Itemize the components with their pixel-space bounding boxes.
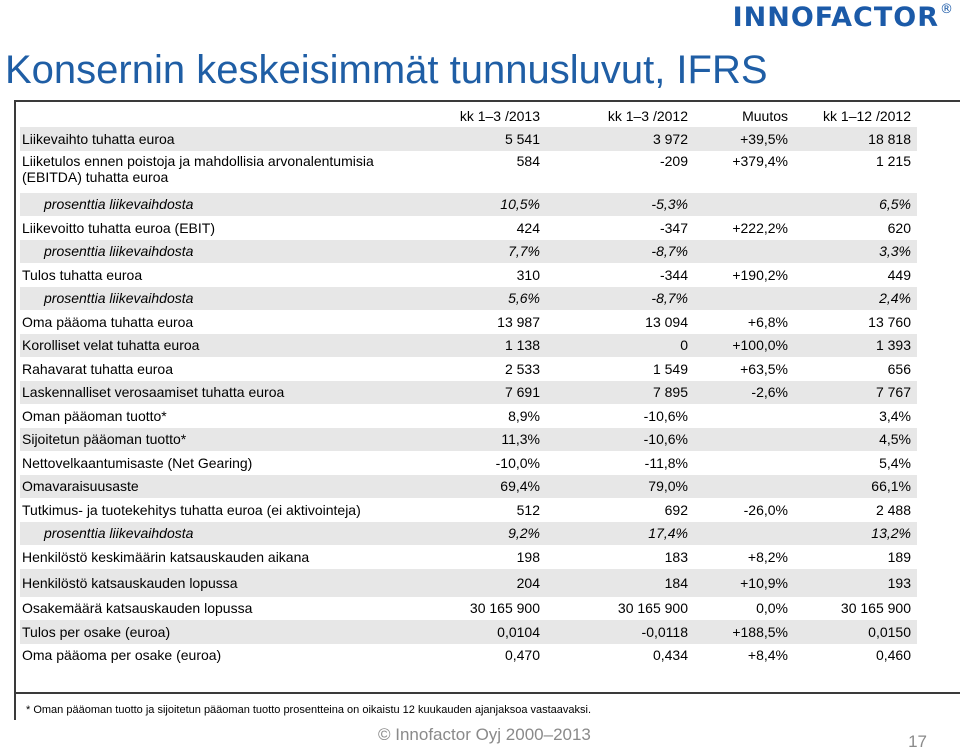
- cell-q1-2012: -0,0118: [546, 620, 694, 644]
- cell-fy-2012: 3,3%: [794, 240, 917, 264]
- cell-q1-2013: 69,4%: [414, 475, 546, 499]
- table-row: [20, 620, 917, 644]
- page-number: 17: [908, 732, 927, 749]
- table-row: [20, 287, 917, 311]
- row-label: Tulos tuhatta euroa: [22, 266, 143, 283]
- cell-q1-2013: 424: [516, 219, 540, 236]
- cell-change: [694, 451, 794, 475]
- cell-q1-2012: 7 895: [546, 381, 694, 405]
- cell-fy-2012: 4,5%: [794, 428, 917, 452]
- table-header-row: [20, 104, 917, 127]
- cell-fy-2012: 620: [887, 219, 911, 236]
- row-label: Rahavarat tuhatta euroa: [22, 360, 173, 377]
- header-change: Muutos: [742, 108, 788, 124]
- cell-change: +8,2%: [747, 548, 788, 565]
- cell-fy-2012: 193: [794, 569, 917, 597]
- cell-q1-2012: 30 165 900: [617, 600, 688, 617]
- cell-fy-2012: 449: [887, 266, 911, 283]
- cell-change: 0,0%: [756, 600, 788, 617]
- table-row: [20, 263, 917, 287]
- row-label: Omavaraisuusaste: [20, 475, 414, 499]
- cell-q1-2013: 30 165 900: [469, 600, 540, 617]
- table-row: [20, 644, 917, 668]
- cell-q1-2012: 184: [546, 569, 694, 597]
- row-label: prosenttia liikevaihdosta: [20, 240, 414, 264]
- cell-change: +100,0%: [694, 334, 794, 358]
- row-label: prosenttia liikevaihdosta: [20, 522, 414, 546]
- row-label: Henkilöstö katsauskauden lopussa: [20, 569, 414, 597]
- cell-fy-2012: 2,4%: [794, 287, 917, 311]
- cell-q1-2013: 7 691: [414, 381, 546, 405]
- row-label: Nettovelkaantumisaste (Net Gearing): [22, 454, 253, 471]
- cell-q1-2012: -5,3%: [546, 193, 694, 217]
- table-row: [20, 451, 917, 475]
- cell-q1-2012: -209: [659, 152, 688, 169]
- cell-q1-2013: 198: [516, 548, 540, 565]
- cell-q1-2013: 512: [516, 501, 540, 518]
- cell-change: +8,4%: [747, 647, 788, 664]
- cell-fy-2012: 7 767: [794, 381, 917, 405]
- cell-q1-2012: 0,434: [652, 647, 688, 664]
- table-row: [20, 381, 917, 405]
- table-row: [20, 475, 917, 499]
- cell-change: +379,4%: [732, 152, 788, 169]
- cell-q1-2012: 692: [664, 501, 688, 518]
- cell-q1-2013: 204: [414, 569, 546, 597]
- table-row: [20, 216, 917, 240]
- table-row: [20, 357, 917, 381]
- cell-change: [694, 522, 794, 546]
- cell-q1-2012: -10,6%: [546, 428, 694, 452]
- table-row: [20, 498, 917, 522]
- cell-q1-2012: 3 972: [546, 127, 694, 151]
- cell-q1-2013: 8,9%: [508, 407, 540, 424]
- row-label: prosenttia liikevaihdosta: [20, 193, 414, 217]
- cell-fy-2012: 6,5%: [794, 193, 917, 217]
- cell-q1-2012: 183: [664, 548, 688, 565]
- cell-fy-2012: 656: [887, 360, 911, 377]
- cell-q1-2012: 17,4%: [546, 522, 694, 546]
- cell-change: +39,5%: [694, 127, 794, 151]
- cell-q1-2013: 11,3%: [414, 428, 546, 452]
- cell-change: +10,9%: [694, 569, 794, 597]
- cell-fy-2012: 1 393: [794, 334, 917, 358]
- cell-fy-2012: 18 818: [794, 127, 917, 151]
- row-label: Oma pääoma tuhatta euroa: [22, 313, 194, 330]
- cell-q1-2012: -8,7%: [546, 287, 694, 311]
- table-row: [20, 545, 917, 569]
- footnote: * Oman pääoman tuotto ja sijoitetun pääoman tuotto prosentteina on oikaistu 12 kuukauden ajanjaksoa vastaavaksi.: [26, 704, 592, 716]
- cell-change: -26,0%: [743, 501, 788, 518]
- innofactor-logo: [733, 2, 954, 32]
- table-row: [20, 597, 917, 621]
- cell-change: +63,5%: [740, 360, 788, 377]
- cell-change: [694, 475, 794, 499]
- row-label: Liikevoitto tuhatta euroa (EBIT): [22, 219, 215, 236]
- row-label: Tutkimus- ja tuotekehitys tuhatta euroa (ei aktivointeja): [22, 501, 361, 518]
- table-row: [20, 193, 917, 217]
- cell-fy-2012: 0,0150: [794, 620, 917, 644]
- cell-fy-2012: 13,2%: [794, 522, 917, 546]
- cell-q1-2012: 79,0%: [546, 475, 694, 499]
- cell-q1-2012: -8,7%: [546, 240, 694, 264]
- table-row: [20, 334, 917, 358]
- cell-change: [694, 193, 794, 217]
- cell-change: +190,2%: [732, 266, 788, 283]
- row-label: prosenttia liikevaihdosta: [20, 287, 414, 311]
- cell-q1-2013: 10,5%: [414, 193, 546, 217]
- row-label: Osakemäärä katsauskauden lopussa: [22, 600, 253, 617]
- registered-mark: ®: [940, 1, 954, 17]
- cell-change: -2,6%: [694, 381, 794, 405]
- cell-fy-2012: 66,1%: [794, 475, 917, 499]
- row-label: Oman pääoman tuotto*: [22, 407, 167, 424]
- cell-q1-2013: 310: [516, 266, 540, 283]
- row-label: Henkilöstö keskimäärin katsauskauden aikana: [22, 548, 310, 565]
- table-row: [20, 310, 917, 334]
- cell-q1-2013: 1 138: [414, 334, 546, 358]
- cell-q1-2013: -10,0%: [495, 454, 540, 471]
- cell-q1-2013: 5,6%: [414, 287, 546, 311]
- cell-q1-2013: 5 541: [414, 127, 546, 151]
- table-row: [20, 151, 917, 193]
- row-label: Oma pääoma per osake (euroa): [22, 647, 222, 664]
- cell-q1-2012: 13 094: [645, 313, 688, 330]
- header-q1-2013: kk 1–3 /2013: [459, 108, 540, 124]
- cell-q1-2012: -11,8%: [644, 454, 688, 471]
- logo-text: INNOFACTOR: [732, 1, 939, 33]
- cell-q1-2013: 13 987: [497, 313, 540, 330]
- header-q1-2012: kk 1–3 /2012: [607, 108, 688, 124]
- cell-change: +222,2%: [732, 219, 788, 236]
- key-figures-table: [20, 104, 917, 667]
- table-row: [20, 240, 917, 264]
- cell-q1-2012: -344: [659, 266, 688, 283]
- cell-fy-2012: 3,4%: [879, 407, 911, 424]
- cell-change: [694, 240, 794, 264]
- cell-q1-2012: 0: [546, 334, 694, 358]
- cell-change: [694, 287, 794, 311]
- cell-q1-2013: 7,7%: [414, 240, 546, 264]
- page-title: Konsernin keskeisimmät tunnusluvut, IFRS: [5, 48, 768, 92]
- header-fy-2012: kk 1–12 /2012: [823, 108, 911, 124]
- cell-q1-2013: 0,0104: [414, 620, 546, 644]
- cell-fy-2012: 189: [887, 548, 911, 565]
- cell-fy-2012: 1 215: [875, 152, 911, 169]
- cell-fy-2012: 13 760: [868, 313, 911, 330]
- row-label: Tulos per osake (euroa): [20, 620, 414, 644]
- top-divider: [14, 100, 960, 102]
- row-label: Sijoitetun pääoman tuotto*: [20, 428, 414, 452]
- row-label: Korolliset velat tuhatta euroa: [20, 334, 414, 358]
- bottom-divider: [14, 692, 960, 694]
- cell-q1-2013: 0,470: [504, 647, 540, 664]
- copyright: © Innofactor Oyj 2000–2013: [378, 725, 591, 744]
- row-label: Liiketulos ennen poistoja ja mahdollisia arvonalentumisia (EBITDA) tuhatta euroa: [22, 152, 374, 185]
- table-row: [20, 127, 917, 151]
- cell-change: +6,8%: [747, 313, 788, 330]
- cell-change: [694, 404, 794, 428]
- cell-fy-2012: 5,4%: [879, 454, 911, 471]
- cell-q1-2012: -347: [659, 219, 688, 236]
- cell-fy-2012: 0,460: [875, 647, 911, 664]
- cell-q1-2012: -10,6%: [643, 407, 688, 424]
- table-row: [20, 569, 917, 597]
- cell-change: [694, 428, 794, 452]
- row-label: Laskennalliset verosaamiset tuhatta euroa: [20, 381, 414, 405]
- cell-q1-2013: 2 533: [504, 360, 540, 377]
- table-row: [20, 428, 917, 452]
- left-divider: [14, 100, 16, 720]
- cell-fy-2012: 30 165 900: [840, 600, 911, 617]
- table-row: [20, 522, 917, 546]
- header-label: [20, 104, 414, 127]
- table-row: [20, 404, 917, 428]
- cell-q1-2013: 9,2%: [414, 522, 546, 546]
- cell-change: +188,5%: [694, 620, 794, 644]
- cell-fy-2012: 2 488: [875, 501, 911, 518]
- row-label: Liikevaihto tuhatta euroa: [20, 127, 414, 151]
- cell-q1-2013: 584: [516, 152, 540, 169]
- table-body: [20, 127, 917, 667]
- cell-q1-2012: 1 549: [652, 360, 688, 377]
